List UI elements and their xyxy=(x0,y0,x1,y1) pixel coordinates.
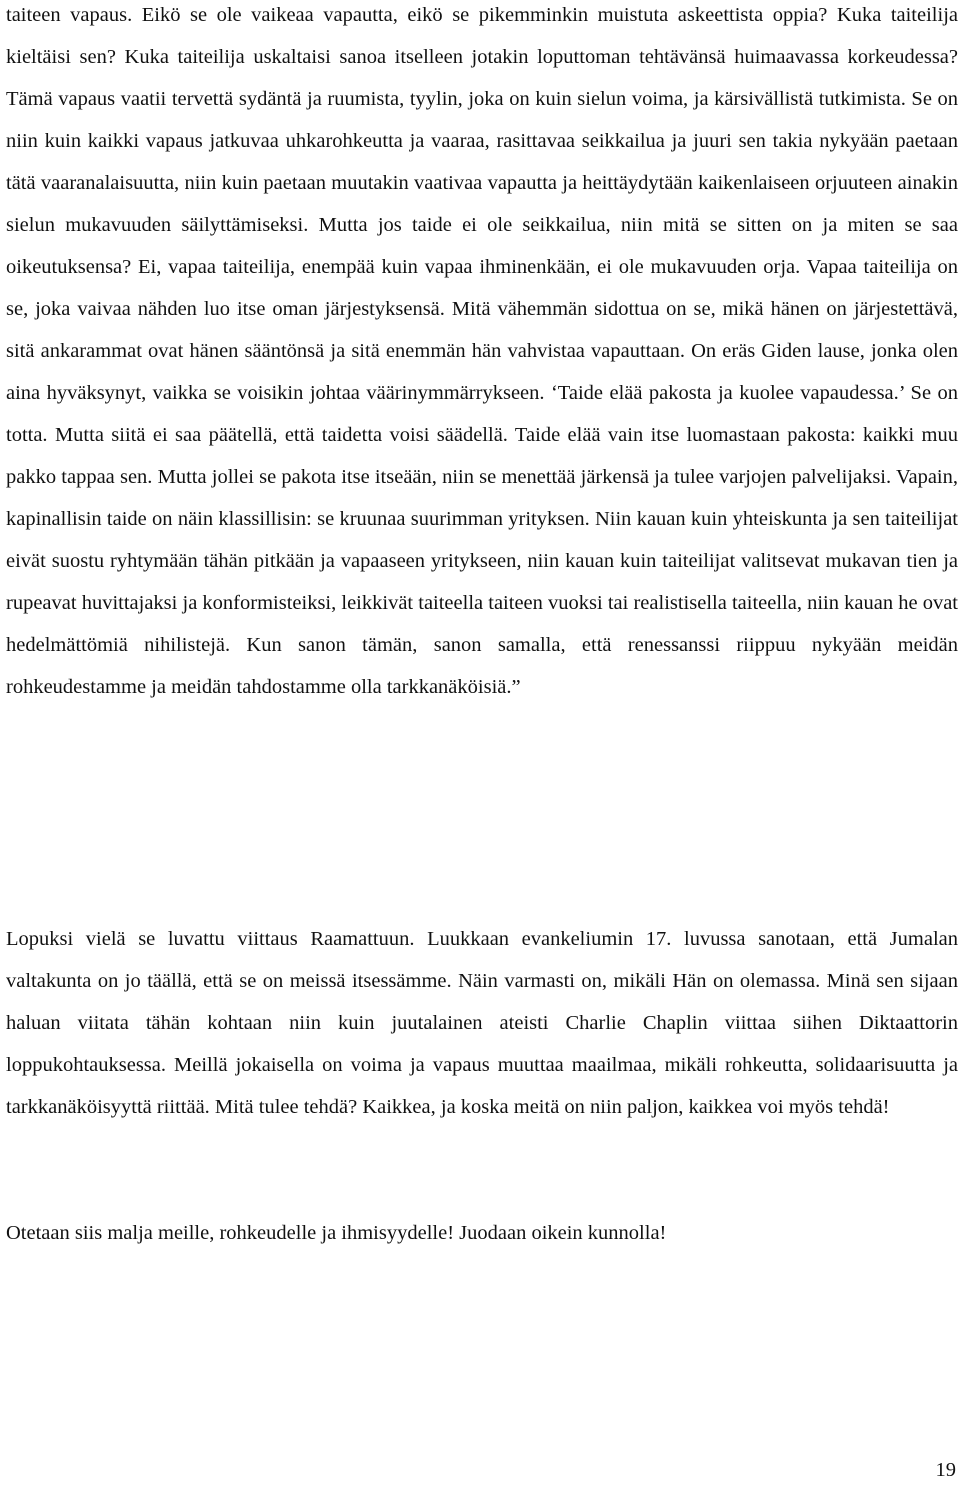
body-paragraph-1: taiteen vapaus. Eikö se ole vaikeaa vapautta, eikö se pikemminkin muistuta askeettista oppia? Kuka taiteilija kieltäisi sen? Kuka taiteilija uskaltaisi sanoa itselleen jotakin loputtoman tehtävänsä huimaavassa korkeudessa? Tämä vapaus vaatii tervettä sydäntä ja ruumista, tyylin, joka on kuin sielun voima, ja kärsivällistä tutkimista. Se on niin kuin kaikki vapaus jatkuvaa uhkarohkeutta ja vaaraa, rasittavaa seikkailua ja juuri sen takia nykyään paetaan tätä vaaranalaisuutta, niin kuin paetaan muutakin vaativaa vapautta ja heittäydytään kaikenlaiseen orjuuteen ainakin sielun mukavuuden säilyttämiseksi. Mutta jos taide ei ole seikkailua, niin mitä se sitten on ja miten se saa oikeutuksensa? Ei, vapaa taiteilija, enempää kuin vapaa ihminenkään, ei ole mukavuuden orja. Vapaa taiteilija on se, joka vaivaa nähden luo itse oman järjestyksensä. Mitä vähemmän sidottua on se, mikä hänen on järjestettävä, sitä ankarammat ovat hänen sääntönsä ja sitä enemmän hän vahvistaa vapauttaan. On eräs Giden lause, jonka olen aina hyväksynyt, vaikka se voisikin johtaa väärinymmärrykseen. ‘Taide elää pakosta ja kuolee vapaudessa.’ Se on totta. Mutta siitä ei saa päätellä, että taidetta voisi säädellä. Taide elää vain itse luomastaan pakosta: kaikki muu pakko tappaa sen. Mutta jollei se pakota itse itseään, niin se menettää järkensä ja tulee varjojen palvelijaksi. Vapain, kapinallisin taide on näin klassillisin: se kruunaa suurimman yrityksen. Niin kauan kuin yhteiskunta ja sen taiteilijat eivät suostu ryhtymään tähän pitkään ja vapaaseen yritykseen, niin kauan kuin taiteilijat valitsevat mukavan tien ja rupeavat huvittajaksi ja konformisteiksi, leikkivät taiteella taiteen vuoksi tai realistisella taiteella, niin kauan he ovat hedelmättömiä nihilistejä. Kun sanon tämän, sanon samalla, että renessanssi riippuu nykyään meidän rohkeudestamme ja meidän tahdostamme olla tarkkanäköisiä.” xyxy=(6,4,958,698)
body-paragraph-2: Lopuksi vielä se luvattu viittaus Raamattuun. Luukkaan evankeliumin 17. luvussa sanotaan, että Jumalan valtakunta on jo täällä, että se on meissä itsessämme. Näin varmasti on, mikäli Hän on olemassa. Minä sen sijaan haluan viitata tähän kohtaan niin kuin juutalainen ateisti Charlie Chaplin viittaa siihen Diktaattorin loppukohtauksessa. Meillä jokaisella on voima ja vapaus muuttaa maailmaa, mikäli rohkeutta, solidaarisuutta ja tarkkanäköisyyttä riittää. Mitä tulee tehdä? Kaikkea, ja koska meitä on niin paljon, kaikkea voi myös tehdä! xyxy=(6,928,958,1118)
page-number: 19 xyxy=(935,1459,956,1481)
body-paragraph-3: Otetaan siis malja meille, rohkeudelle ja ihmisyydelle! Juodaan oikein kunnolla! xyxy=(6,1222,667,1244)
